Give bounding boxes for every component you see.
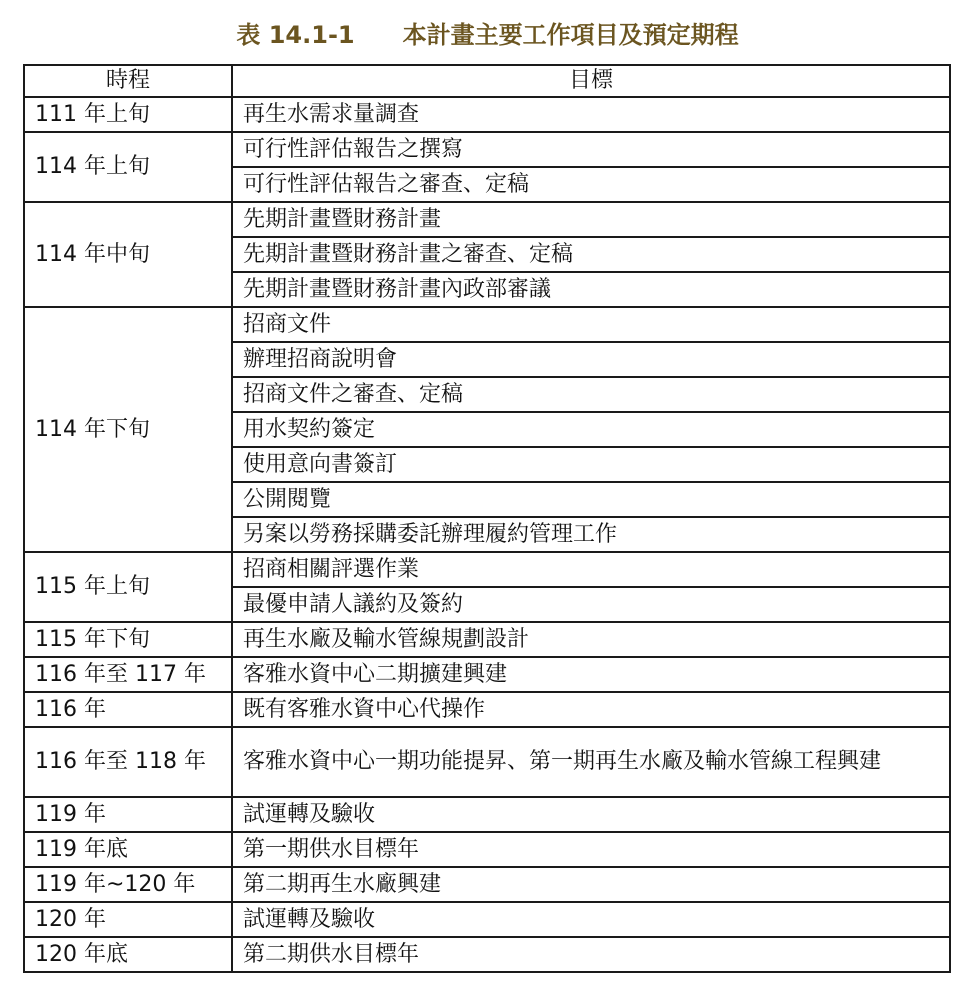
period-cell: 114 年中旬: [24, 202, 232, 307]
header-row: [24, 65, 950, 97]
period-cell: 116 年至 117 年: [24, 657, 232, 692]
period-cell: 114 年下旬: [24, 307, 232, 552]
table-row: [24, 902, 950, 937]
period-cell: 116 年: [24, 692, 232, 727]
table-title: 本計畫主要工作項目及預定期程: [402, 20, 739, 49]
goal-cell: 另案以勞務採購委託辦理履約管理工作: [232, 517, 950, 552]
goal-cell: 可行性評估報告之審查、定稿: [232, 167, 950, 202]
table-row: [24, 202, 950, 237]
header-goal: 目標: [232, 65, 950, 97]
table-row: [24, 307, 950, 342]
period-cell: 119 年~120 年: [24, 867, 232, 902]
table-caption: [0, 14, 975, 50]
goal-cell: 第二期再生水廠興建: [232, 867, 950, 902]
goal-cell: 招商文件之審查、定稿: [232, 377, 950, 412]
goal-cell: 可行性評估報告之撰寫: [232, 132, 950, 167]
table-number: 表 14.1-1: [236, 20, 355, 49]
goal-cell: 試運轉及驗收: [232, 797, 950, 832]
goal-cell: 辦理招商說明會: [232, 342, 950, 377]
goal-cell: 招商文件: [232, 307, 950, 342]
table-row: [24, 552, 950, 587]
goal-cell: 試運轉及驗收: [232, 902, 950, 937]
period-cell: 115 年上旬: [24, 552, 232, 622]
table-row: [24, 727, 950, 797]
goal-cell: 招商相關評選作業: [232, 552, 950, 587]
goal-cell: 再生水廠及輸水管線規劃設計: [232, 622, 950, 657]
table-row: [24, 132, 950, 167]
table-row: [24, 832, 950, 867]
table-row: [24, 622, 950, 657]
period-cell: 115 年下旬: [24, 622, 232, 657]
goal-cell: 使用意向書簽訂: [232, 447, 950, 482]
goal-cell: 再生水需求量調查: [232, 97, 950, 132]
goal-cell: 最優申請人議約及簽約: [232, 587, 950, 622]
period-cell: 116 年至 118 年: [24, 727, 232, 797]
period-cell: 111 年上旬: [24, 97, 232, 132]
table-row: [24, 797, 950, 832]
goal-cell: 既有客雅水資中心代操作: [232, 692, 950, 727]
schedule-table: [23, 64, 951, 973]
table-row: [24, 937, 950, 972]
period-cell: 120 年: [24, 902, 232, 937]
period-cell: 119 年底: [24, 832, 232, 867]
period-cell: 119 年: [24, 797, 232, 832]
table-row: [24, 97, 950, 132]
period-cell: 114 年上旬: [24, 132, 232, 202]
goal-cell: 客雅水資中心一期功能提昇、第一期再生水廠及輸水管線工程興建: [232, 727, 950, 797]
goal-cell: 公開閱覽: [232, 482, 950, 517]
table-row: [24, 867, 950, 902]
period-cell: 120 年底: [24, 937, 232, 972]
goal-cell: 第一期供水目標年: [232, 832, 950, 867]
goal-cell: 客雅水資中心二期擴建興建: [232, 657, 950, 692]
header-period: 時程: [24, 65, 232, 97]
goal-cell: 先期計畫暨財務計畫內政部審議: [232, 272, 950, 307]
table-row: [24, 657, 950, 692]
goal-cell: 先期計畫暨財務計畫之審查、定稿: [232, 237, 950, 272]
goal-cell: 第二期供水目標年: [232, 937, 950, 972]
table-row: [24, 692, 950, 727]
goal-cell: 用水契約簽定: [232, 412, 950, 447]
goal-cell: 先期計畫暨財務計畫: [232, 202, 950, 237]
